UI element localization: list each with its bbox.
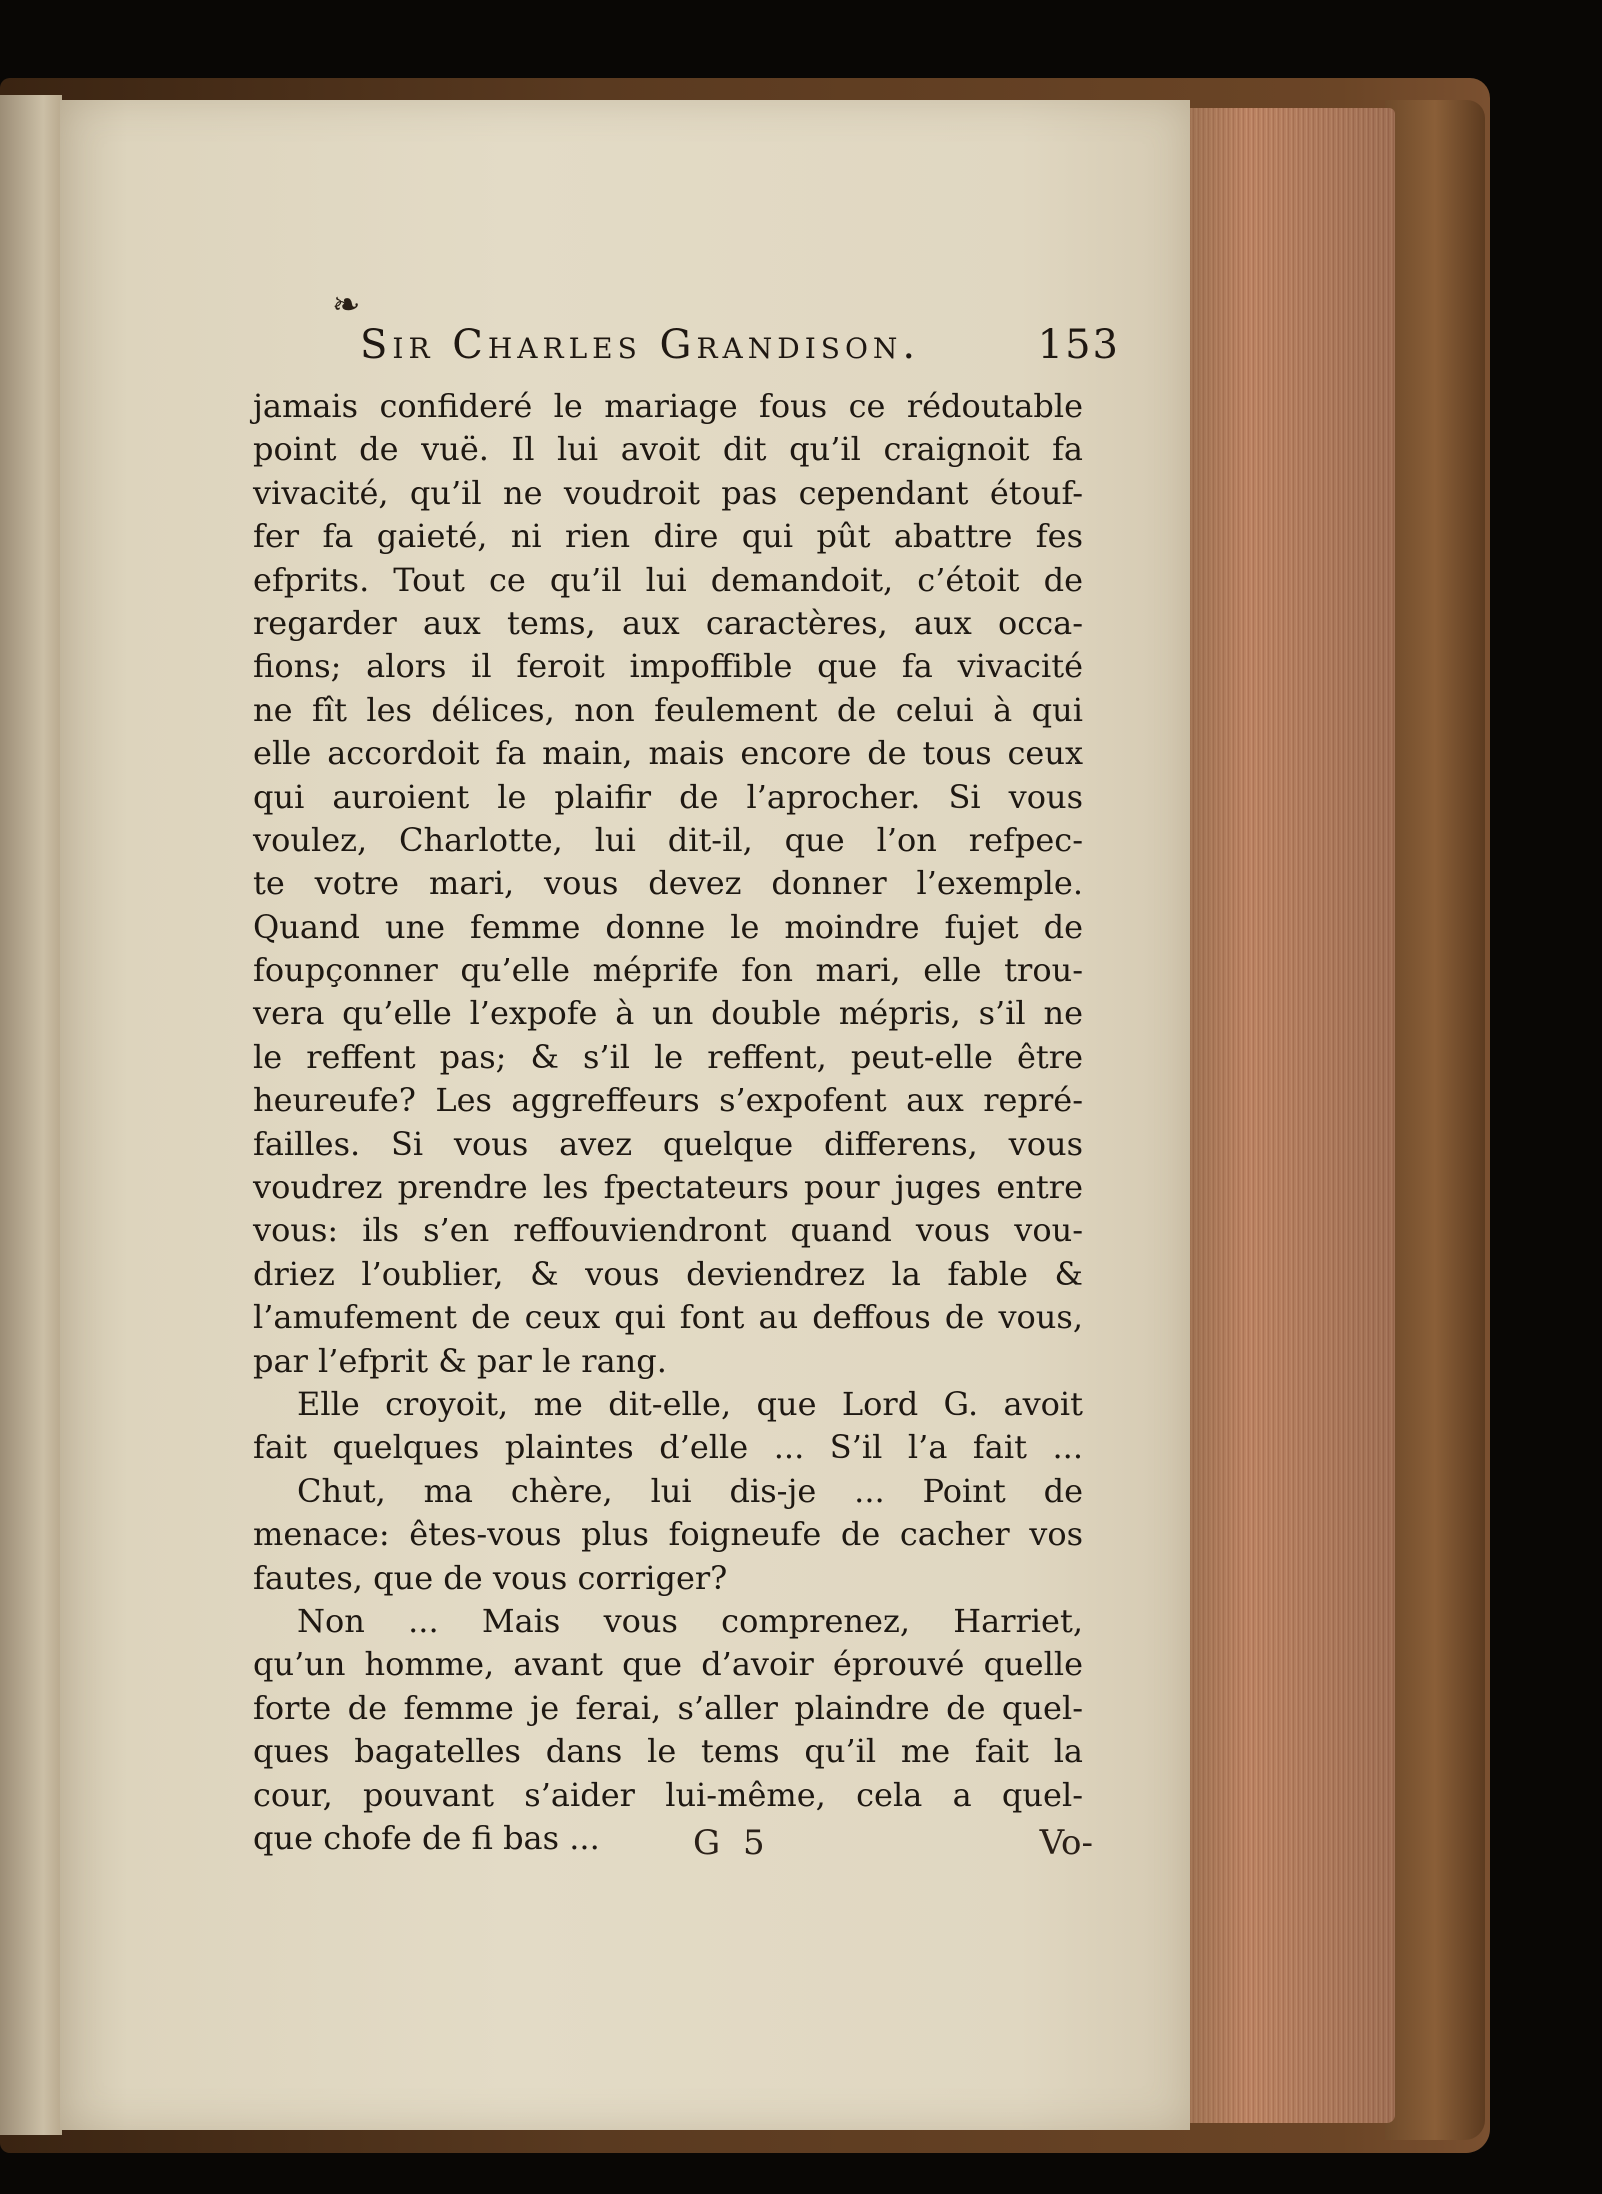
text-line: failles. Si vous avez quelque differens, vous [253,1124,1083,1163]
page-fore-edge-shade [1185,108,1395,2123]
running-head [360,322,1120,382]
text-line: qu’un homme, avant que d’avoir éprouvé quelle [253,1645,1083,1684]
text-line: Non ... Mais vous comprenez, Harriet, [297,1601,1083,1640]
body-text [253,385,1083,1860]
text-line: foupçonner qu’elle méprife fon mari, elle trou- [253,951,1083,990]
text-line: voulez, Charlotte, lui dit-il, que l’on refpec- [253,820,1083,859]
left-page-edge [0,95,62,2135]
text-line: vera qu’elle l’expofe à un double mépris, s’il ne [253,994,1083,1033]
text-line: Elle croyoit, me dit-elle, que Lord G. avoit [297,1384,1083,1423]
text-line: fautes, que de vous corriger? [253,1558,728,1597]
text-line: par l’efprit & par le rang. [253,1341,667,1380]
text-line: voudrez prendre les fpectateurs pour juges entre [253,1168,1083,1207]
text-line: point de vuë. Il lui avoit dit qu’il craignoit fa [253,430,1083,469]
ornament-icon: ❧ [332,285,361,325]
text-line: driez l’oublier, & vous deviendrez la fable & [253,1254,1083,1293]
page-footer [253,1823,1093,1873]
text-line: te votre mari, vous devez donner l’exemple. [253,864,1083,903]
book-page [60,100,1190,2130]
text-line: que chofe de fi bas ... [253,1818,600,1857]
cover-edge [1385,100,1485,2140]
text-line: qui auroient le plaifir de l’aprocher. Si vous [253,777,1083,816]
text-line: Chut, ma chère, lui dis-je ... Point de [297,1471,1083,1510]
text-line: regarder aux tems, aux caractères, aux occa- [253,603,1083,642]
text-line: Quand une femme donne le moindre fujet de [253,907,1083,946]
text-line: vous: ils s’en reffouviendront quand vous vou- [253,1211,1083,1250]
text-line: heureufe? Les aggreffeurs s’expofent aux repré- [253,1081,1083,1120]
text-line: l’amufement de ceux qui font au deffous de vous, [253,1298,1083,1337]
text-line: menace: êtes-vous plus foigneufe de cacher vos [253,1515,1083,1554]
text-line: elle accordoit fa main, mais encore de tous ceux [253,734,1083,773]
text-line: fer fa gaieté, ni rien dire qui pût abattre fes [253,517,1083,556]
text-line: ques bagatelles dans le tems qu’il me fait la [253,1732,1083,1771]
text-line: vivacité, qu’il ne voudroit pas cependant étouf- [253,473,1083,512]
signature-mark: G 5 [693,1823,771,1863]
text-line: forte de femme je ferai, s’aller plaindre de quel- [253,1688,1083,1727]
text-line: fions; alors il feroit impoffible que fa vivacité [253,647,1083,686]
text-line: jamais confideré le mariage fous ce rédoutable [253,387,1083,425]
text-line: cour, pouvant s’aider lui-même, cela a quel- [253,1775,1083,1814]
text-line: le reffent pas; & s’il le reffent, peut-elle être [253,1037,1083,1076]
page-number: 153 [1037,322,1120,368]
text-line: efprits. Tout ce qu’il lui demandoit, c’étoit de [253,560,1083,599]
running-title: Sir Charles Grandison. [360,322,921,368]
text-line: ne fît les délices, non feulement de celui à qui [253,690,1083,729]
catchword: Vo- [1039,1823,1093,1863]
text-line: fait quelques plaintes d’elle ... S’il l’a fait ... [253,1428,1083,1467]
